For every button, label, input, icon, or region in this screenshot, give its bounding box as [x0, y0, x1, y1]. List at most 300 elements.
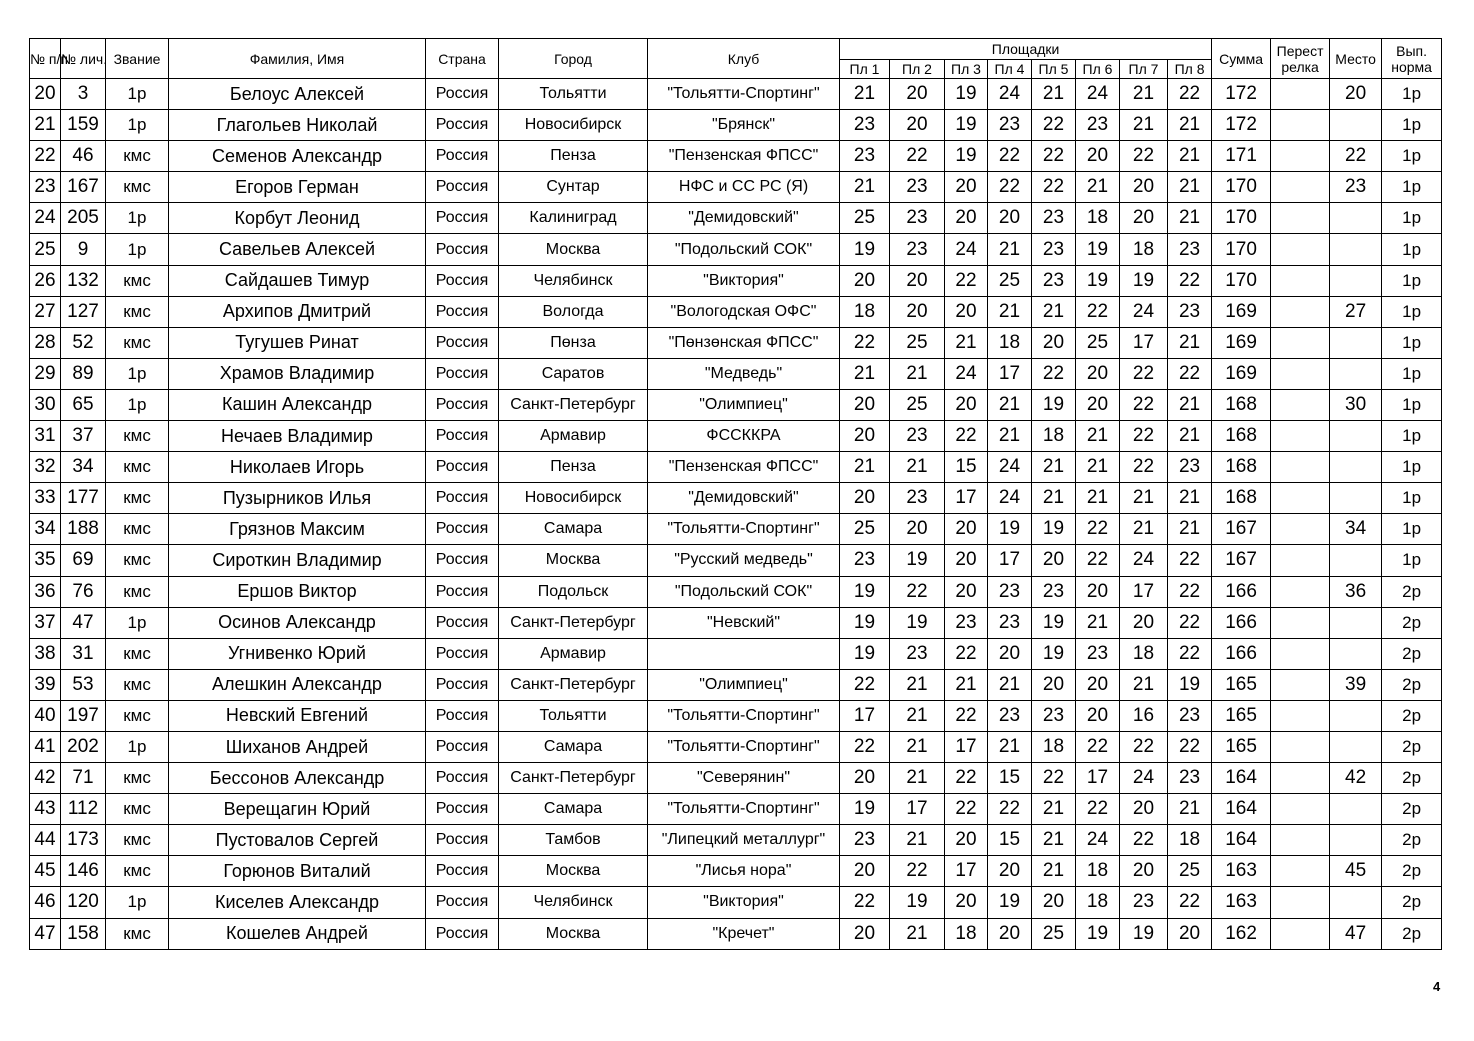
venue-4-score-cell: 18 — [988, 327, 1032, 358]
city-cell: Армавир — [499, 421, 648, 452]
sum-cell: 169 — [1212, 358, 1271, 389]
sum-cell: 166 — [1212, 576, 1271, 607]
venue-2-score-cell: 25 — [890, 327, 945, 358]
bib-number-cell: 120 — [61, 887, 106, 918]
country-cell: Россия — [426, 918, 499, 949]
place-cell: 36 — [1330, 576, 1382, 607]
table-row — [30, 110, 1442, 141]
venue-7-score-cell: 21 — [1120, 514, 1168, 545]
venue-5-score-cell: 20 — [1032, 669, 1076, 700]
place-cell: 20 — [1330, 79, 1382, 110]
place-cell — [1330, 731, 1382, 762]
venue-1-score-cell: 25 — [840, 203, 890, 234]
rank-cell: кмс — [106, 700, 169, 731]
venue-4-score-cell: 19 — [988, 887, 1032, 918]
norm-cell: 1р — [1382, 141, 1442, 172]
venue-3-score-cell: 18 — [945, 918, 988, 949]
venue-3-score-cell: 17 — [945, 856, 988, 887]
venue-2-score-cell: 22 — [890, 856, 945, 887]
venue-8-score-cell: 21 — [1168, 514, 1212, 545]
table-row — [30, 763, 1442, 794]
club-cell: "Северянин" — [648, 763, 840, 794]
country-cell: Россия — [426, 576, 499, 607]
athlete-name-cell: Тугушев Ринат — [169, 327, 426, 358]
venue-2-score-cell: 22 — [890, 576, 945, 607]
club-cell: "Брянск" — [648, 110, 840, 141]
venue-2-score-cell: 23 — [890, 203, 945, 234]
venue-7-score-cell: 19 — [1120, 265, 1168, 296]
athlete-name-cell: Глагольев Николай — [169, 110, 426, 141]
venue-4-score-cell: 15 — [988, 825, 1032, 856]
country-cell: Россия — [426, 203, 499, 234]
venue-7-score-cell: 19 — [1120, 918, 1168, 949]
table-row — [30, 452, 1442, 483]
row-number-cell: 36 — [30, 576, 61, 607]
col-header-city: Город — [499, 39, 648, 79]
venue-1-score-cell: 21 — [840, 452, 890, 483]
athlete-name-cell: Невский Евгений — [169, 700, 426, 731]
venue-5-score-cell: 22 — [1032, 358, 1076, 389]
venue-6-score-cell: 20 — [1076, 669, 1120, 700]
venue-2-score-cell: 19 — [890, 545, 945, 576]
venue-4-score-cell: 25 — [988, 265, 1032, 296]
row-number-cell: 26 — [30, 265, 61, 296]
venue-5-score-cell: 21 — [1032, 856, 1076, 887]
norm-cell: 1р — [1382, 296, 1442, 327]
table-row — [30, 887, 1442, 918]
rank-cell: 1р — [106, 79, 169, 110]
city-cell: Тольятти — [499, 700, 648, 731]
venue-8-score-cell: 23 — [1168, 763, 1212, 794]
city-cell: Москва — [499, 545, 648, 576]
venue-6-score-cell: 20 — [1076, 358, 1120, 389]
shootoff-cell — [1271, 389, 1330, 420]
bib-number-cell: 9 — [61, 234, 106, 265]
venue-8-score-cell: 21 — [1168, 110, 1212, 141]
venue-6-score-cell: 22 — [1076, 731, 1120, 762]
club-cell: "Лисья нора" — [648, 856, 840, 887]
table-row — [30, 856, 1442, 887]
venue-7-score-cell: 17 — [1120, 327, 1168, 358]
city-cell: Санкт-Петербург — [499, 669, 648, 700]
athlete-name-cell: Угнивенко Юрий — [169, 638, 426, 669]
venue-8-score-cell: 21 — [1168, 421, 1212, 452]
country-cell: Россия — [426, 358, 499, 389]
country-cell: Россия — [426, 141, 499, 172]
place-cell: 27 — [1330, 296, 1382, 327]
header-row — [30, 39, 1442, 60]
place-cell — [1330, 700, 1382, 731]
row-number-cell: 45 — [30, 856, 61, 887]
venue-5-score-cell: 19 — [1032, 638, 1076, 669]
club-cell: ФССККРА — [648, 421, 840, 452]
shootoff-cell — [1271, 669, 1330, 700]
col-header-venue-7: Пл 7 — [1120, 60, 1168, 79]
venue-2-score-cell: 20 — [890, 110, 945, 141]
venue-5-score-cell: 18 — [1032, 731, 1076, 762]
city-cell: Пөнза — [499, 327, 648, 358]
club-cell: "Кречет" — [648, 918, 840, 949]
club-cell: "Олимпиец" — [648, 669, 840, 700]
venue-1-score-cell: 23 — [840, 825, 890, 856]
city-cell: Челябинск — [499, 265, 648, 296]
norm-cell: 1р — [1382, 514, 1442, 545]
venue-3-score-cell: 22 — [945, 794, 988, 825]
club-cell: "Русский медведь" — [648, 545, 840, 576]
venue-4-score-cell: 23 — [988, 576, 1032, 607]
athlete-name-cell: Шиханов Андрей — [169, 731, 426, 762]
venue-2-score-cell: 23 — [890, 172, 945, 203]
norm-cell: 1р — [1382, 265, 1442, 296]
table-row — [30, 358, 1442, 389]
norm-cell: 2р — [1382, 607, 1442, 638]
venue-5-score-cell: 21 — [1032, 296, 1076, 327]
country-cell: Россия — [426, 421, 499, 452]
venue-2-score-cell: 25 — [890, 389, 945, 420]
venue-4-score-cell: 23 — [988, 110, 1032, 141]
venue-1-score-cell: 21 — [840, 79, 890, 110]
col-header-np: № п/п — [30, 39, 61, 79]
venue-2-score-cell: 20 — [890, 514, 945, 545]
venue-3-score-cell: 17 — [945, 483, 988, 514]
venue-1-score-cell: 25 — [840, 514, 890, 545]
place-cell — [1330, 358, 1382, 389]
place-cell — [1330, 545, 1382, 576]
venue-5-score-cell: 19 — [1032, 607, 1076, 638]
venue-3-score-cell: 20 — [945, 545, 988, 576]
venue-5-score-cell: 23 — [1032, 576, 1076, 607]
country-cell: Россия — [426, 607, 499, 638]
shootoff-cell — [1271, 856, 1330, 887]
bib-number-cell: 205 — [61, 203, 106, 234]
venue-8-score-cell: 22 — [1168, 576, 1212, 607]
athlete-name-cell: Алешкин Александр — [169, 669, 426, 700]
norm-cell: 1р — [1382, 234, 1442, 265]
athlete-name-cell: Киселев Александр — [169, 887, 426, 918]
venue-6-score-cell: 22 — [1076, 296, 1120, 327]
shootoff-cell — [1271, 700, 1330, 731]
club-cell: "Тольятти-Спортинг" — [648, 700, 840, 731]
city-cell: Саратов — [499, 358, 648, 389]
venue-2-score-cell: 21 — [890, 825, 945, 856]
venue-6-score-cell: 20 — [1076, 700, 1120, 731]
club-cell: "Демидовский" — [648, 483, 840, 514]
club-cell: "Липецкий металлург" — [648, 825, 840, 856]
venue-4-score-cell: 20 — [988, 203, 1032, 234]
sum-cell: 170 — [1212, 234, 1271, 265]
venue-3-score-cell: 20 — [945, 825, 988, 856]
table-row — [30, 296, 1442, 327]
club-cell: "Тольятти-Спортинг" — [648, 794, 840, 825]
country-cell: Россия — [426, 265, 499, 296]
venue-8-score-cell: 23 — [1168, 452, 1212, 483]
venue-8-score-cell: 19 — [1168, 669, 1212, 700]
bib-number-cell: 76 — [61, 576, 106, 607]
club-cell: "Невский" — [648, 607, 840, 638]
venue-4-score-cell: 15 — [988, 763, 1032, 794]
col-header-name: Фамилия, Имя — [169, 39, 426, 79]
venue-8-score-cell: 21 — [1168, 794, 1212, 825]
country-cell: Россия — [426, 545, 499, 576]
venue-5-score-cell: 23 — [1032, 265, 1076, 296]
row-number-cell: 24 — [30, 203, 61, 234]
shootoff-cell — [1271, 607, 1330, 638]
venue-5-score-cell: 20 — [1032, 545, 1076, 576]
venue-4-score-cell: 23 — [988, 700, 1032, 731]
venue-7-score-cell: 20 — [1120, 856, 1168, 887]
city-cell: Москва — [499, 856, 648, 887]
country-cell: Россия — [426, 794, 499, 825]
col-header-venues: Площадки — [840, 39, 1212, 60]
row-number-cell: 25 — [30, 234, 61, 265]
norm-cell: 2р — [1382, 669, 1442, 700]
bib-number-cell: 146 — [61, 856, 106, 887]
table-row — [30, 607, 1442, 638]
col-header-nlich: № лич. — [61, 39, 106, 79]
rank-cell: кмс — [106, 918, 169, 949]
venue-5-score-cell: 21 — [1032, 794, 1076, 825]
venue-1-score-cell: 22 — [840, 669, 890, 700]
col-header-venue-1: Пл 1 — [840, 60, 890, 79]
country-cell: Россия — [426, 638, 499, 669]
bib-number-cell: 31 — [61, 638, 106, 669]
venue-8-score-cell: 20 — [1168, 918, 1212, 949]
sum-cell: 164 — [1212, 825, 1271, 856]
shootoff-cell — [1271, 794, 1330, 825]
shootoff-cell — [1271, 203, 1330, 234]
venue-8-score-cell: 22 — [1168, 358, 1212, 389]
venue-1-score-cell: 21 — [840, 172, 890, 203]
venue-4-score-cell: 22 — [988, 141, 1032, 172]
sum-cell: 165 — [1212, 731, 1271, 762]
table-row — [30, 794, 1442, 825]
venue-3-score-cell: 20 — [945, 389, 988, 420]
bib-number-cell: 173 — [61, 825, 106, 856]
athlete-name-cell: Савельев Алексей — [169, 234, 426, 265]
rank-cell: кмс — [106, 514, 169, 545]
rank-cell: кмс — [106, 576, 169, 607]
table-body — [30, 79, 1442, 950]
sum-cell: 170 — [1212, 203, 1271, 234]
row-number-cell: 32 — [30, 452, 61, 483]
venue-3-score-cell: 22 — [945, 265, 988, 296]
venue-2-score-cell: 20 — [890, 265, 945, 296]
sum-cell: 163 — [1212, 856, 1271, 887]
club-cell: "Демидовский" — [648, 203, 840, 234]
venue-3-score-cell: 20 — [945, 172, 988, 203]
row-number-cell: 27 — [30, 296, 61, 327]
city-cell: Москва — [499, 234, 648, 265]
norm-cell: 2р — [1382, 918, 1442, 949]
shootoff-cell — [1271, 79, 1330, 110]
city-cell: Самара — [499, 731, 648, 762]
sum-cell: 163 — [1212, 887, 1271, 918]
bib-number-cell: 37 — [61, 421, 106, 452]
venue-4-score-cell: 17 — [988, 358, 1032, 389]
venue-7-score-cell: 21 — [1120, 110, 1168, 141]
table-row — [30, 421, 1442, 452]
venue-1-score-cell: 19 — [840, 794, 890, 825]
venue-5-score-cell: 18 — [1032, 421, 1076, 452]
athlete-name-cell: Кошелев Андрей — [169, 918, 426, 949]
rank-cell: кмс — [106, 856, 169, 887]
venue-2-score-cell: 21 — [890, 669, 945, 700]
venue-1-score-cell: 22 — [840, 327, 890, 358]
norm-cell: 1р — [1382, 110, 1442, 141]
col-header-venue-2: Пл 2 — [890, 60, 945, 79]
venue-8-score-cell: 22 — [1168, 607, 1212, 638]
table-row — [30, 514, 1442, 545]
row-number-cell: 37 — [30, 607, 61, 638]
city-cell: Самара — [499, 514, 648, 545]
table-row — [30, 918, 1442, 949]
venue-4-score-cell: 24 — [988, 452, 1032, 483]
col-header-sum: Сумма — [1212, 39, 1271, 79]
venue-1-score-cell: 18 — [840, 296, 890, 327]
row-number-cell: 21 — [30, 110, 61, 141]
bib-number-cell: 127 — [61, 296, 106, 327]
venue-8-score-cell: 21 — [1168, 203, 1212, 234]
athlete-name-cell: Архипов Дмитрий — [169, 296, 426, 327]
place-cell — [1330, 638, 1382, 669]
place-cell — [1330, 234, 1382, 265]
venue-4-score-cell: 22 — [988, 172, 1032, 203]
sum-cell: 162 — [1212, 918, 1271, 949]
city-cell: Челябинск — [499, 887, 648, 918]
rank-cell: кмс — [106, 327, 169, 358]
place-cell — [1330, 452, 1382, 483]
venue-1-score-cell: 20 — [840, 918, 890, 949]
norm-cell: 2р — [1382, 887, 1442, 918]
row-number-cell: 40 — [30, 700, 61, 731]
table-row — [30, 545, 1442, 576]
athlete-name-cell: Семенов Александр — [169, 141, 426, 172]
row-number-cell: 39 — [30, 669, 61, 700]
table-row — [30, 389, 1442, 420]
rank-cell: кмс — [106, 763, 169, 794]
venue-1-score-cell: 23 — [840, 141, 890, 172]
norm-cell: 2р — [1382, 638, 1442, 669]
bib-number-cell: 46 — [61, 141, 106, 172]
row-number-cell: 43 — [30, 794, 61, 825]
table-row — [30, 731, 1442, 762]
sum-cell: 168 — [1212, 483, 1271, 514]
venue-4-score-cell: 21 — [988, 669, 1032, 700]
row-number-cell: 33 — [30, 483, 61, 514]
venue-2-score-cell: 21 — [890, 452, 945, 483]
norm-cell: 1р — [1382, 483, 1442, 514]
venue-1-score-cell: 23 — [840, 545, 890, 576]
venue-3-score-cell: 22 — [945, 700, 988, 731]
country-cell: Россия — [426, 79, 499, 110]
col-header-venue-8: Пл 8 — [1168, 60, 1212, 79]
norm-cell: 2р — [1382, 794, 1442, 825]
venue-1-score-cell: 20 — [840, 483, 890, 514]
athlete-name-cell: Горюнов Виталий — [169, 856, 426, 887]
venue-7-score-cell: 24 — [1120, 545, 1168, 576]
place-cell — [1330, 887, 1382, 918]
city-cell: Армавир — [499, 638, 648, 669]
rank-cell: 1р — [106, 731, 169, 762]
sum-cell: 169 — [1212, 327, 1271, 358]
bib-number-cell: 202 — [61, 731, 106, 762]
table-row — [30, 700, 1442, 731]
city-cell: Тольятти — [499, 79, 648, 110]
table-row — [30, 576, 1442, 607]
page-number: 4 — [1433, 979, 1441, 994]
country-cell: Россия — [426, 856, 499, 887]
bib-number-cell: 3 — [61, 79, 106, 110]
venue-2-score-cell: 22 — [890, 141, 945, 172]
venue-3-score-cell: 21 — [945, 327, 988, 358]
table-row — [30, 638, 1442, 669]
bib-number-cell: 177 — [61, 483, 106, 514]
venue-1-score-cell: 19 — [840, 576, 890, 607]
club-cell: "Подольский СОК" — [648, 234, 840, 265]
sum-cell: 172 — [1212, 79, 1271, 110]
norm-cell: 1р — [1382, 358, 1442, 389]
athlete-name-cell: Сироткин Владимир — [169, 545, 426, 576]
bib-number-cell: 112 — [61, 794, 106, 825]
city-cell: Санкт-Петербург — [499, 607, 648, 638]
row-number-cell: 29 — [30, 358, 61, 389]
venue-7-score-cell: 23 — [1120, 887, 1168, 918]
club-cell: "Вологодская ОФС" — [648, 296, 840, 327]
col-header-place: Место — [1330, 39, 1382, 79]
venue-7-score-cell: 22 — [1120, 141, 1168, 172]
city-cell: Новосибирск — [499, 110, 648, 141]
venue-2-score-cell: 23 — [890, 421, 945, 452]
venue-8-score-cell: 22 — [1168, 731, 1212, 762]
norm-cell: 2р — [1382, 700, 1442, 731]
country-cell: Россия — [426, 296, 499, 327]
rank-cell: кмс — [106, 545, 169, 576]
venue-5-score-cell: 19 — [1032, 389, 1076, 420]
venue-7-score-cell: 20 — [1120, 203, 1168, 234]
venue-6-score-cell: 21 — [1076, 421, 1120, 452]
venue-1-score-cell: 21 — [840, 358, 890, 389]
rank-cell: 1р — [106, 607, 169, 638]
venue-2-score-cell: 19 — [890, 887, 945, 918]
venue-6-score-cell: 19 — [1076, 265, 1120, 296]
venue-2-score-cell: 21 — [890, 918, 945, 949]
sum-cell: 167 — [1212, 545, 1271, 576]
shootoff-cell — [1271, 887, 1330, 918]
shootoff-cell — [1271, 545, 1330, 576]
venue-3-score-cell: 19 — [945, 79, 988, 110]
venue-2-score-cell: 23 — [890, 483, 945, 514]
venue-8-score-cell: 22 — [1168, 887, 1212, 918]
row-number-cell: 42 — [30, 763, 61, 794]
sum-cell: 170 — [1212, 172, 1271, 203]
venue-5-score-cell: 20 — [1032, 887, 1076, 918]
sum-cell: 165 — [1212, 669, 1271, 700]
club-cell: "Олимпиец" — [648, 389, 840, 420]
city-cell: Санкт-Петербург — [499, 389, 648, 420]
venue-5-score-cell: 23 — [1032, 234, 1076, 265]
athlete-name-cell: Сайдашев Тимур — [169, 265, 426, 296]
row-number-cell: 20 — [30, 79, 61, 110]
norm-cell: 2р — [1382, 856, 1442, 887]
venue-8-score-cell: 21 — [1168, 141, 1212, 172]
club-cell: "Тольятти-Спортинг" — [648, 514, 840, 545]
shootoff-cell — [1271, 638, 1330, 669]
venue-8-score-cell: 23 — [1168, 700, 1212, 731]
col-header-rank: Звание — [106, 39, 169, 79]
venue-5-score-cell: 22 — [1032, 141, 1076, 172]
venue-3-score-cell: 22 — [945, 763, 988, 794]
place-cell: 30 — [1330, 389, 1382, 420]
